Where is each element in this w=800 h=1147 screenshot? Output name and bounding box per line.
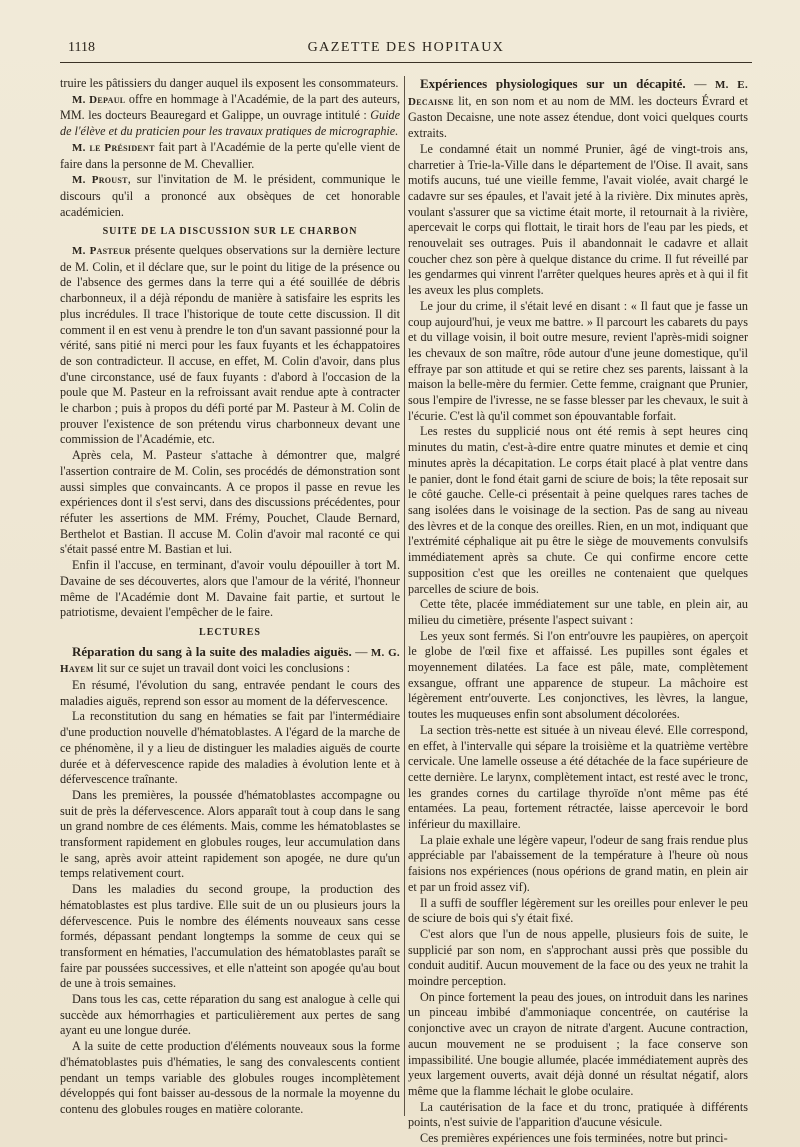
paragraph: Cette tête, placée immédiatement sur une table, en plein air, au milieu du cimetière, présente l'aspect suivant : — [408, 597, 748, 627]
paragraph: Les yeux sont fermés. Si l'on entr'ouvre les paupières, on aperçoit le globe de l'œil fixe et affaissé. Les pupilles sont égales et moyennement dilatées. La face est pâle, mate, complètement exsangue, offrant une apparence de stupeur. La mâchoire est légèrement entr'ouverte. Les conjonctives, les lèvres, la langue, toutes les muqueuses enfin sont absolument décolorées. — [408, 628, 748, 722]
paragraph — [60, 172, 400, 220]
paragraph: Le jour du crime, il s'était levé en disant : « Il faut que je fasse un coup aujourd'hui, je veux me battre. » Il parcourt les cabarets du pays et du village voisin, il boit outre mesure, revient l'après-midi soigner les chevaux de son maître, rôde autour d'une jeune domestique, qu'il effraye par son attitude et qui se retire chez ses parents, laissant à la maison la belle-mère du fermier. Cette femme, craignant que Prunier, sous l'empire de l'ivresse, ne se fasse blesser par les chevaux, le suit à l'écurie. C'est là qu'il commet son épouvantable forfait. — [408, 298, 748, 423]
paragraph: Ces premières expériences une fois terminées, notre but princi- — [420, 1131, 728, 1146]
paragraph: On pince fortement la peau des joues, on introduit dans les narines un pinceau imbibé d'ammoniaque concentrée, on cautérise la conjonctive avec un crayon de nitrate d'argent. Aucune contraction, aucun mouvement ne se produisent ; la face conserve son impassibilité. Une bougie allumée, placée immédiatement auprès des yeux largement ouverts, avait déjà donné un résultat négatif, alors même que la flamme léchait le globe oculaire. — [408, 989, 748, 1098]
journal-title: GAZETTE DES HOPITAUX — [307, 40, 505, 55]
paragraph — [60, 243, 400, 448]
speaker-name: M. Depaul — [72, 93, 126, 106]
paragraph: Dans les maladies du second groupe, la production des hématoblastes est plus tardive. Elle suit de un ou plusieurs jours la défervescence. Puis le nombre des éléments nouveaux sans cesse formés, dépassant pendant longtemps la somme de ceux qui se transforment en hématies, l'accumulation des hématoblastes paraît se faire par poussées successives, et elle n'atteint son apogée qu'au bout de une à trois semaines. — [60, 882, 400, 991]
speaker-name: M. E. Decaisne — [408, 79, 748, 108]
paragraph: La reconstitution du sang en hématies se fait par l'intermédiaire d'une production nouvelle d'hématoblastes. A l'égard de la marche de ce phénomène, il y a lieu de distinguer les maladies aiguës de courte durée et à défervescence rapide des maladies à évolution lente et à défervescence traînante. — [60, 709, 400, 787]
section-heading: LECTURES — [199, 626, 261, 638]
paragraph: Dans tous les cas, cette réparation du sang est analogue à celle qui succède aux hémorrhagies et particulièrement aux pertes de sang ayant eu une longue durée. — [60, 992, 400, 1038]
paragraph — [60, 140, 400, 172]
speaker-name: M. le Président — [72, 141, 155, 154]
paragraph: En résumé, l'évolution du sang, entravée pendant le cours des maladies aiguës, reprend son essor au moment de la défervescence. — [60, 678, 400, 708]
speaker-name: M. G. Hayem — [60, 646, 400, 676]
speaker-name: M. Proust — [72, 174, 128, 187]
speaker-name: M. Pasteur — [72, 245, 131, 258]
paragraph: truire les pâtissiers du danger auquel ils exposent les consommateurs. — [60, 76, 399, 90]
right-column — [408, 76, 748, 1147]
paragraph-text: présente quelques observations sur la dernière lecture de M. Colin, et il déclare que, sur le point du litige de la présence ou de l'absence des germes dans la terre qui a été souillée de débris charbonneux, il a déjà répondu de manière à satisfaire les esprits les plus incrédules. Il trace l'historique de toute cette discussion. Il dit comment il en est venu à prendre le ton d'un savant passionné pour la vérité, sans pitié ni merci pour les faux fuyants et les échappatoires de son contradicteur. Il accuse, en effet, M. Colin d'avoir, dans plus d'une circonstance, usé de faux fuyants : d'abord à l'occasion de la poule que M. Pasteur en la refroissant avait rendue apte à contracter le charbon ; puis à propos du défi porté par M. Pasteur à M. Colin de prouver l'existence de son prétendu virus charbonneux devant une commission de l'Académie, etc. — [60, 243, 400, 447]
paragraph: La section très-nette est située à un niveau élevé. Elle correspond, en effet, à l'intervalle qui sépare la troisième et la quatrième vertèbre cervicale. Une lamelle osseuse a été détachée de la face supérieure de cette dernière. Le larynx, complètement intact, est resté avec le tronc, les grandes cornes du cartilage thyroïde n'ont même pas été entamées. La peau, fortement rétractée, laisse apercevoir le bord inférieur du maxillaire. — [408, 722, 748, 832]
book-title: Guide de l'élève et du praticien pour les travaux pratiques de micrographie. — [60, 108, 400, 139]
article-heading — [60, 644, 400, 678]
paragraph: Les restes du supplicié nous ont été remis à sept heures cinq minutes du matin, c'est-à-dire entre quatre minutes et demie et cinq minutes après la décapitation. Le corps était placé à plat ventre dans le panier, dont le fond était garni de sciure de bois; la tête reposait sur le côté gauche. Celle-ci présentait à peine quelques rares taches de sang isolées dans le voisinage de la section. Pas de sang au niveau des lèvres et de la conque des oreilles. Rien, en un mot, indiquant que l'extrémité céphalique ait pu être le siège de mouvements convulsifs immédiatement après sa chute. Ce qui confirme encore cette supposition c'est que les oreilles ne contenaient que quelques parcelles de sciure de bois. — [408, 424, 748, 596]
section-heading: SUITE DE LA DISCUSSION SUR LE CHARBON — [102, 226, 358, 238]
paragraph: La cautérisation de la face et du tronc, pratiquée à différents points, n'est suivie de l'apparition d'aucune vésicule. — [408, 1099, 748, 1130]
paragraph: Après cela, M. Pasteur s'attache à démontrer que, malgré l'assertion contraire de M. Colin, ses procédés de démonstration sont aussi simples que convaincants. A ce propos il passe en revue les expériences dont il s'est servi, dans des discussions précédentes, pour réfuter les assertions de MM. Frémy, Pouchet, Claude Bernard, Berthelot et Bastian. Il accuse M. Colin d'avoir mal raconté ce qui s'était passé entre M. Bastian et lui. — [60, 448, 400, 557]
paragraph: Il a suffi de souffler légèrement sur les oreilles pour enlever le peu de sciure de bois qui s'y était fixé. — [408, 895, 748, 926]
article-title: Réparation du sang à la suite des maladies aiguës. — [72, 643, 352, 659]
paragraph: Dans les premières, la poussée d'hématoblastes accompagne ou suit de près la défervescence. Alors apparaît tout à coup dans le sang un grand nombre de ces éléments. Mais, comme les hématoblastes se transforment rapidement en globules rouges, leur accumulation dans le sang, après avoir atteint rapidement son apogée, ne dure qu'un temps relativement court. — [60, 787, 400, 881]
paragraph: La plaie exhale une légère vapeur, l'odeur de sang frais rendue plus appréciable par l'abaissement de la température à l'heure où nous faisions nos expériences (nous opérions de grand matin, en plein air et par un froid assez vif). — [408, 832, 748, 894]
article-title: Expériences physiologiques sur un décapité. — [420, 76, 686, 91]
dash: — — [685, 77, 715, 91]
article-heading — [408, 76, 748, 142]
left-column — [60, 76, 400, 1118]
paragraph-text: lit, en son nom et au nom de MM. les docteurs Évrard et Gaston Decaisne, une note assez étendue, dont voici quelques courts extraits. — [408, 93, 748, 141]
paragraph-text: , sur l'invitation de M. le président, communique le discours qu'il a prononcé aux obsèques de cet honorable académicien. — [60, 172, 400, 219]
paragraph — [60, 92, 400, 140]
paragraph-text: offre en hommage à l'Académie, de la part des auteurs, MM. les docteurs Beauregard et Galippe, un ouvrage intitulé : — [60, 91, 400, 123]
paragraph: Enfin il l'accuse, en terminant, d'avoir voulu dépouiller à tort M. Davaine de ses découvertes, alors que l'amour de la vérité, l'honneur même de l'Académie dont M. Davaine fait partie, et surtout le patriotisme, devaient l'empêcher de le faire. — [60, 558, 400, 620]
paragraph: A la suite de cette production d'éléments nouveaux sous la forme d'hématoblastes puis d'hématies, le sang des convalescents contient pendant un temps variable des globules rouges incomplètement développés qui font baisser au-dessous de la normale la moyenne du contenu des globules rouges en matière colorante. — [60, 1039, 400, 1116]
paragraph-text: fait part à l'Académie de la perte qu'elle vient de faire dans la personne de M. Chevallier. — [60, 139, 400, 171]
paragraph: C'est alors que l'un de nous appelle, plusieurs fois de suite, le supplicié par son nom, en s'approchant aussi près que possible du conduit auditif. Aucun mouvement de la face ou des yeux ne trahit la moindre perception. — [408, 926, 748, 989]
paragraph: Le condamné était un nommé Prunier, âgé de vingt-trois ans, charretier à Trie-la-Ville dans le département de l'Oise. Il avait, sans motifs aucuns, tué une vieille femme, l'avait violée, avait chargé le cadavre sur ses épaules, et l'avait jeté à la rivière. Dix minutes après, voulant s'assurer que sa victime était morte, il retournait à la rivière, apercevait le corps qui flottait, le tirait hors de l'eau par les pieds, et renouvelait ses outrages. Puis il abandonnait le cadavre et allait coucher chez son père à quelque distance du crime. Il fut réveillé par les gendarmes qui vinrent l'arrêter quelques heures après et à qui il fit les aveux les plus complets. — [408, 141, 748, 298]
dash: — — [351, 644, 371, 659]
column-divider — [404, 76, 405, 1116]
page-number: 1118 — [68, 40, 95, 55]
page-header — [60, 36, 752, 63]
paragraph-text: lit sur ce sujet un travail dont voici les conclusions : — [93, 661, 350, 676]
